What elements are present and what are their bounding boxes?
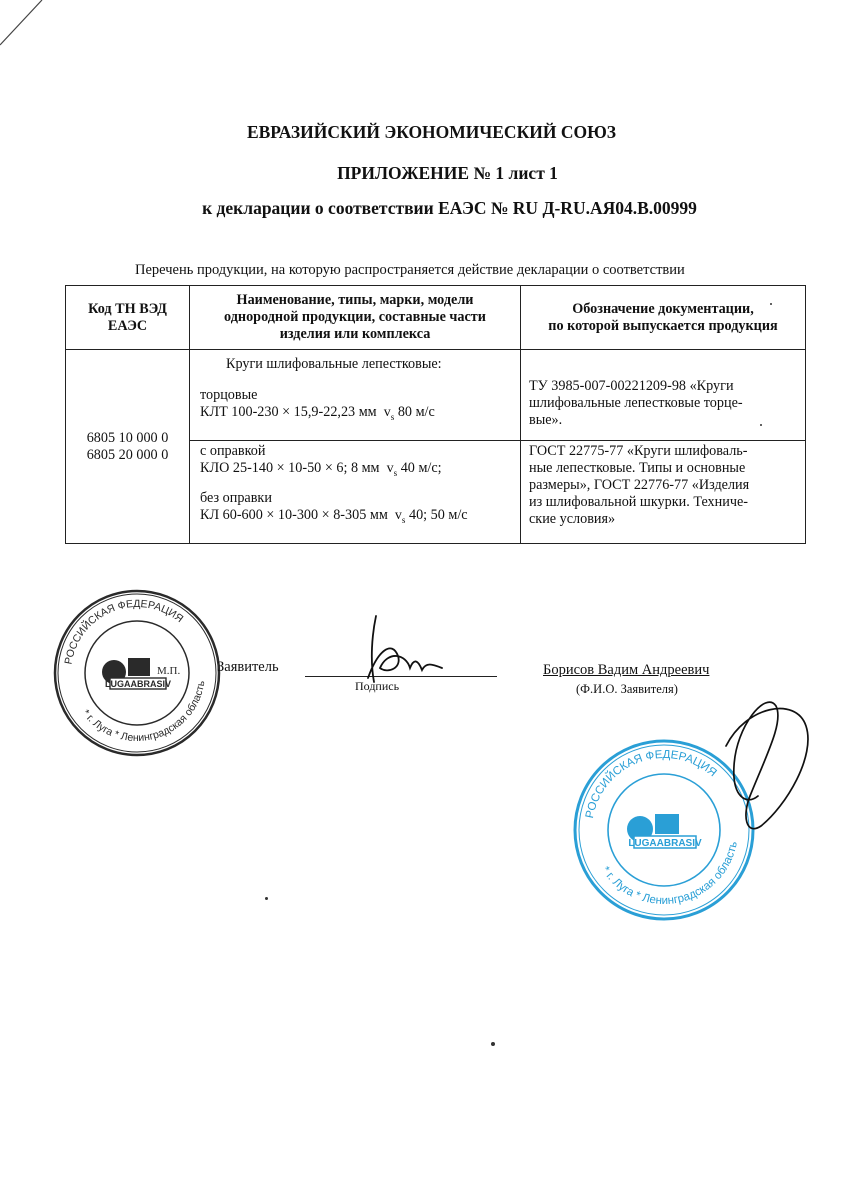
signature-loop-icon (706, 686, 818, 836)
doc-cell: ТУ 3985-007-00221209-98 «Круги шлифовальные лепестковые торце- вые». (521, 350, 806, 441)
svg-text:М.П.: М.П. (157, 665, 181, 677)
scan-speck (265, 897, 268, 900)
svg-text:* г. Луга * Ленинградская обла: * г. Луга * Ленинградская область (599, 840, 740, 908)
code-value: 6805 10 000 0 (86, 429, 169, 446)
svg-text:РОССИЙСКАЯ ФЕДЕРАЦИЯ: РОССИЙСКАЯ ФЕДЕРАЦИЯ (62, 597, 186, 666)
applicant-label: Заявитель (217, 659, 279, 675)
scan-speck (491, 1042, 495, 1046)
code-value: 6805 20 000 0 (86, 446, 169, 463)
code-cell (66, 350, 190, 544)
appendix-title: ПРИЛОЖЕНИЕ № 1 лист 1 (337, 163, 558, 183)
scan-speck (760, 424, 762, 426)
name-cell (190, 441, 521, 544)
applicant-name: Борисов Вадим Андреевич (543, 662, 710, 678)
product-group-title: Круги шлифовальные лепестковые: (226, 356, 442, 372)
signature-icon (358, 610, 448, 692)
svg-text:LUGAABRASIV: LUGAABRASIV (104, 679, 172, 689)
signature-caption: Подпись (355, 679, 400, 693)
declaration-title: к декларации о соответствии ЕАЭС № RU Д-RU.АЯ04.В.00999 (202, 198, 697, 218)
svg-text:РОССИЙСКАЯ ФЕДЕРАЦИЯ: РОССИЙСКАЯ ФЕДЕРАЦИЯ (583, 748, 719, 820)
table-row (66, 350, 806, 441)
svg-text:LUGAABRASIV: LUGAABRASIV (628, 838, 702, 849)
product-spec: КЛО 25-140 × 10-50 × 6; 8 мм $v_s$ 40 м/с; (200, 460, 442, 478)
header-doc: Обозначение документации, по которой выпускается продукция (521, 286, 806, 350)
product-spec: КЛ 60-600 × 10-300 × 8-305 мм $v_s$ 40; 50 м/с (200, 506, 468, 525)
union-title: ЕВРАЗИЙСКИЙ ЭКОНОМИЧЕСКИЙ СОЮЗ (246, 122, 617, 142)
speed-symbol: $v_s$ (394, 507, 406, 525)
product-spec: КЛТ 100-230 × 15,9-22,23 мм $v_s$ 80 м/с (200, 404, 435, 422)
doc-cell: ГОСТ 22775-77 «Круги шлифоваль- ные лепестковые. Типы и основные размеры», ГОСТ 22776-77 «Изделия из шлифовальной шкурки. Техниче- ские условия» (521, 441, 806, 544)
speed-symbol: $v_s$ (383, 405, 395, 422)
name-cell (190, 350, 521, 441)
company-stamp-icon (52, 588, 222, 758)
svg-text:* г. Луга * Ленинградская обла: * г. Луга * Ленинградская область (79, 679, 208, 745)
speed-symbol: $v_s$ (386, 461, 398, 478)
product-subtype: без оправки (200, 489, 272, 506)
scan-edge (0, 0, 843, 60)
table-header-row (66, 286, 806, 350)
intro-text: Перечень продукции, на которую распространяется действие декларации о соответствии (135, 262, 685, 278)
applicant-name-caption: (Ф.И.О. Заявителя) (576, 682, 678, 696)
header-name: Наименование, типы, марки, модели однородной продукции, составные части изделия или комплекса (190, 286, 521, 350)
product-subtype: торцовые (200, 387, 258, 403)
product-table (65, 285, 806, 544)
header-code: Код ТН ВЭД ЕАЭС (66, 286, 190, 350)
product-subtype: с оправкой (200, 443, 266, 459)
scan-speck (770, 303, 772, 305)
